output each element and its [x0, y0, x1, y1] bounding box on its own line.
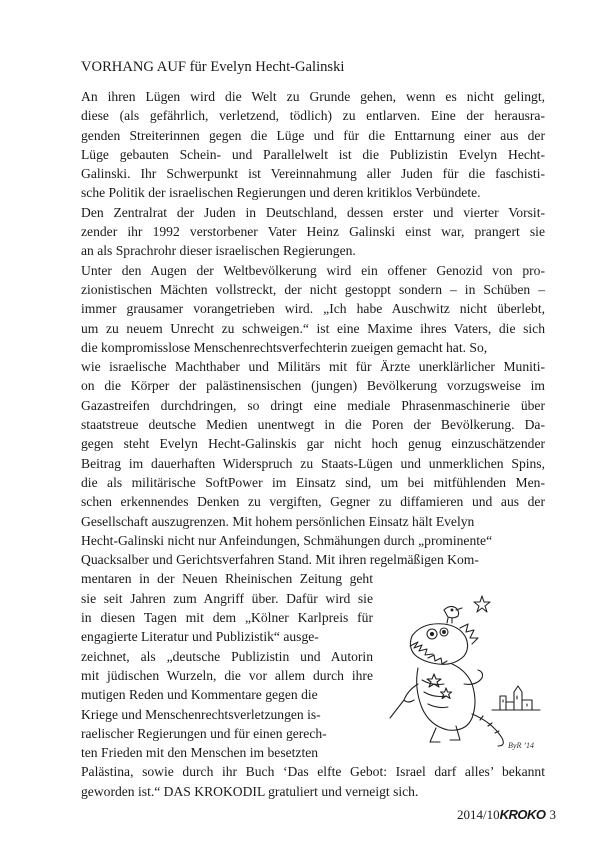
page-number: 3 — [549, 807, 556, 822]
artist-signature: ByR ’14 — [508, 741, 534, 750]
body-line: Beitrag im dauerhaften Widerspruch zu Staats-Lügen und unmerklichen Spins, — [81, 455, 545, 471]
page-footer — [457, 807, 556, 823]
crocodile-drawing — [382, 588, 544, 756]
body-line: die kompromisslose Menschenrechtsverfechterin zueigen gemacht hat. So, — [81, 339, 488, 355]
body-line: Unter den Augen der Weltbevölkerung wird ein offener Genozid von pro- — [81, 262, 545, 278]
body-line: Galinski. Ihr Schwerpunkt ist Vereinnahmung aller Juden für die faschisti- — [81, 166, 545, 182]
body-line: schen erkennendes Denken zu vergiften, Gegner zu diffamieren und aus der — [81, 494, 545, 510]
body-line: geworden ist.“ DAS KROKODIL gratuliert und verneigt sich. — [81, 783, 419, 799]
body-line: engagierte Literatur und Publizistik“ ausge- — [81, 629, 319, 645]
body-line: in diesen Tagen mit dem „Kölner Karlpreis für — [81, 610, 373, 626]
body-line: Den Zentralrat der Juden in Deutschland, dessen erster und vierter Vorsit- — [81, 204, 545, 220]
crocodile-illustration — [382, 588, 544, 756]
body-line: diese (als gefährlich, verletzend, tödlich) zu entlarven. Eine der herausra- — [81, 108, 545, 124]
article-title: VORHANG AUF für Evelyn Hecht-Galinski — [81, 59, 345, 75]
body-line: zeichnet, als „deutsche Publizistin und Autorin — [81, 648, 373, 664]
magazine-logo: KROKO — [499, 807, 546, 822]
body-line: sche Politik der israelischen Regierungen und deren kritiklos Verbündete. — [81, 185, 481, 201]
body-line: Quacksalber und Gerichtsverfahren Stand. Mit ihren regelmäßigen Kom- — [81, 552, 479, 568]
body-line: Gesellschaft auszugrenzen. Mit hohem persönlichen Einsatz hält Evelyn — [81, 513, 475, 529]
body-line: zionistischen Mächten vollstreckt, der nicht gestoppt sondern – in Schüben – — [81, 281, 545, 297]
body-line: um zu neuem Unrecht zu schweigen.“ ist eine Maxime ihres Vaters, die sich — [81, 320, 545, 336]
issue-number: 2014/10 — [456, 807, 500, 822]
body-line: zender ihr 1992 verstorbener Vater Heinz Galinski einst war, prangert sie — [81, 224, 545, 240]
body-line: Kriege und Menschenrechtsverletzungen is- — [81, 706, 321, 722]
body-line: an als Sprachrohr dieser israelischen Regierungen. — [81, 243, 356, 259]
body-line: An ihren Lügen wird die Welt zu Grunde gehen, wenn es nicht gelingt, — [81, 89, 545, 104]
body-line: mentaren in der Neuen Rheinischen Zeitung geht — [81, 571, 373, 587]
body-line: immer grausamer vorangetrieben wird. „Ich habe Auschwitz nicht überlebt, — [81, 301, 545, 317]
body-line: gegen steht Evelyn Hecht-Galinskis gar nicht hoch genug einzuschätzender — [81, 436, 545, 452]
body-line: mutigen Reden und Kommentare gegen die — [81, 687, 318, 703]
body-line: genden Streiterinnen gegen die Lüge und für die Enttarnung einer aus der — [81, 127, 545, 143]
body-line: Gazastreifen durchdringen, so dringt eine mediale Phrasenmaschinerie über — [81, 397, 545, 413]
body-line: mit jüdischen Wurzeln, die vor allem durch ihre — [81, 667, 373, 683]
body-line: Palästina, sowie durch ihr Buch ‘Das elfte Gebot: Israel darf alles’ bekannt — [81, 764, 545, 780]
body-line: Lüge gebauten Schein- und Parallelwelt ist die Publizistin Evelyn Hecht- — [81, 146, 545, 162]
body-line: ten Frieden mit den Menschen im besetzten — [81, 745, 319, 761]
body-line: sie seit Jahren zum Angriff über. Dafür wird sie — [81, 590, 373, 606]
body-line: staatstreue deutsche Medien unentwegt in die Poren der Bevölkerung. Da- — [81, 417, 545, 433]
body-line: Hecht-Galinski nicht nur Anfeindungen, Schmähungen durch „prominente“ — [81, 532, 493, 548]
body-line: wie israelische Machthaber und Militärs mit für Ärzte unerklärlicher Muniti- — [81, 359, 545, 375]
body-line: raelischer Regierungen und für einen gerech- — [81, 725, 327, 741]
body-line: on die Körper der palästinensischen (jungen) Bevölkerung vorzugsweise im — [81, 378, 545, 394]
body-line: die als militärische SoftPower im Einsatz sind, um bei mitfühlenden Men- — [81, 474, 545, 490]
